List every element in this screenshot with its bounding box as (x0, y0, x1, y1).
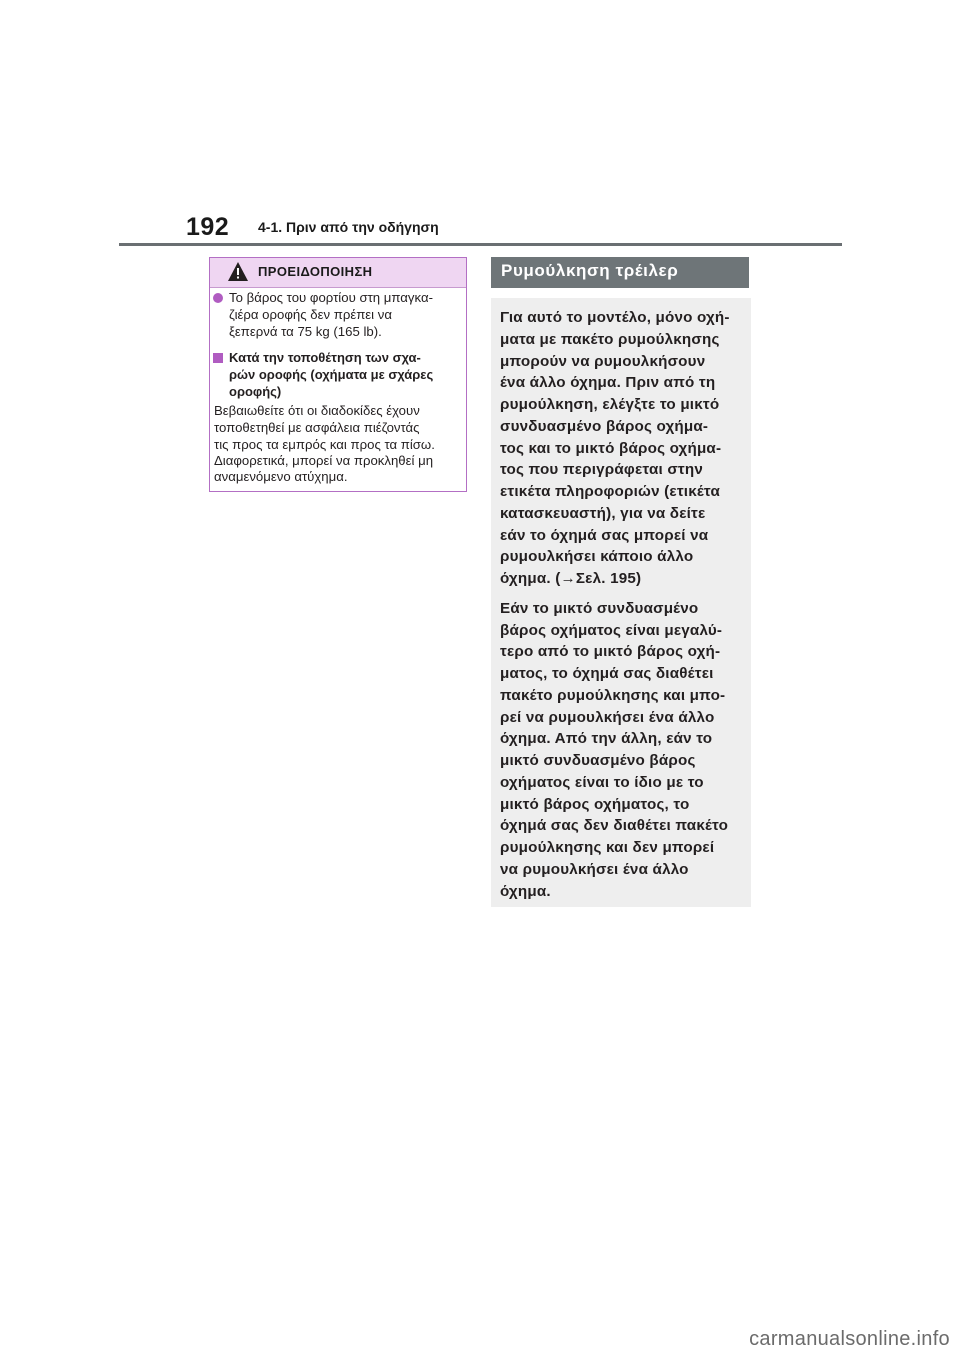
trailer-paragraph2-line: τερο από το μικτό βάρος οχή- (500, 643, 721, 660)
page-reference-link[interactable]: όχημα. (→Σελ. 195) (500, 570, 642, 587)
trailer-paragraph1-line: Για αυτό το μοντέλο, μόνο οχή- (500, 309, 730, 326)
trailer-paragraph2-line: πακέτο ρυμούλκησης και μπο- (500, 687, 726, 704)
trailer-paragraph2-line: να ρυμουλκήσει ένα άλλο (500, 861, 689, 878)
trailer-paragraph2-line: όχημα. (500, 883, 551, 900)
trailer-paragraph2-line: ρυμούλκησης και δεν μπορεί (500, 839, 715, 856)
warning-bullet-line: ζιέρα οροφής δεν πρέπει να (229, 307, 392, 322)
trailer-paragraph2-line: ματος, το όχημά σας διαθέτει (500, 665, 714, 682)
trailer-paragraph1-line: τος που περιγράφεται στην (500, 461, 704, 478)
bullet-dot-icon (213, 293, 223, 303)
trailer-title: Ρυμούλκηση τρέιλερ (501, 261, 679, 280)
warning-subheading-line: ρών οροφής (οχήματα με σχάρες (229, 367, 434, 382)
trailer-paragraph2-line: όχημά σας δεν διαθέτει πακέτο (500, 817, 729, 834)
trailer-paragraph1-line: ένα άλλο όχημα. Πριν από τη (500, 374, 716, 391)
trailer-paragraph2-line: οχήματος είναι το ίδιο με το (500, 774, 704, 791)
trailer-paragraph1-line: εάν το όχημά σας μπορεί να (500, 527, 709, 544)
warning-bullet-line: Το βάρος του φορτίου στη μπαγκα- (229, 290, 433, 305)
page-number: 192 (186, 213, 230, 241)
warning-paragraph-line: Διαφορετικά, μπορεί να προκληθεί μη (214, 453, 434, 468)
trailer-paragraph1-line: μπορούν να ρυμουλκήσουν (500, 353, 706, 370)
warning-paragraph-line: αναμενόμενο ατύχημα. (214, 469, 348, 484)
trailer-paragraph2-line: όχημα. Από την άλλη, εάν το (500, 730, 713, 747)
trailer-paragraph1-line: τος και το μικτό βάρος οχήμα- (500, 440, 722, 457)
section-title: 4-1. Πριν από την οδήγηση (258, 219, 439, 235)
footer-watermark: carmanualsonline.info (749, 1328, 950, 1350)
trailer-paragraph1-line: συνδυασμένο βάρος οχήμα- (500, 418, 709, 435)
trailer-paragraph2-line: βάρος οχήματος είναι μεγαλύ- (500, 622, 723, 639)
warning-paragraph-line: τοποθετηθεί με ασφάλεια πιέζοντάς (214, 420, 420, 435)
trailer-paragraph1-line: ρυμούλκηση, ελέγξτε το μικτό (500, 396, 720, 413)
trailer-paragraph1-line: ετικέτα πληροφοριών (ετικέτα (500, 483, 721, 500)
trailer-paragraph1-line: κατασκευαστή), για να δείτε (500, 505, 706, 522)
trailer-paragraph2-line: μικτό συνδυασμένο βάρος (500, 752, 696, 769)
square-bullet-icon (213, 353, 223, 363)
warning-paragraph-line: τις προς τα εμπρός και προς τα πίσω. (214, 437, 435, 452)
trailer-paragraph2-line: ρεί να ρυμουλκήσει ένα άλλο (500, 709, 715, 726)
trailer-paragraph1-line: ματα με πακέτο ρυμούλκησης (500, 331, 720, 348)
warning-bullet-line: ξεπερνά τα 75 kg (165 lb). (229, 324, 382, 339)
trailer-paragraph2-line: Εάν το μικτό συνδυασμένο (500, 600, 699, 617)
warning-title: ΠΡΟΕΙΔΟΠΟΙΗΣΗ (258, 264, 373, 279)
header-divider (119, 243, 842, 246)
warning-triangle-icon (227, 261, 249, 282)
trailer-paragraph1-line: ρυμουλκήσει κάποιο άλλο (500, 548, 694, 565)
warning-subheading-line: οροφής) (229, 384, 282, 399)
warning-paragraph-line: Βεβαιωθείτε ότι οι διαδοκίδες έχουν (214, 403, 420, 418)
trailer-paragraph2-line: μικτό βάρος οχήματος, το (500, 796, 690, 813)
warning-subheading-line: Κατά την τοποθέτηση των σχα- (229, 350, 421, 365)
